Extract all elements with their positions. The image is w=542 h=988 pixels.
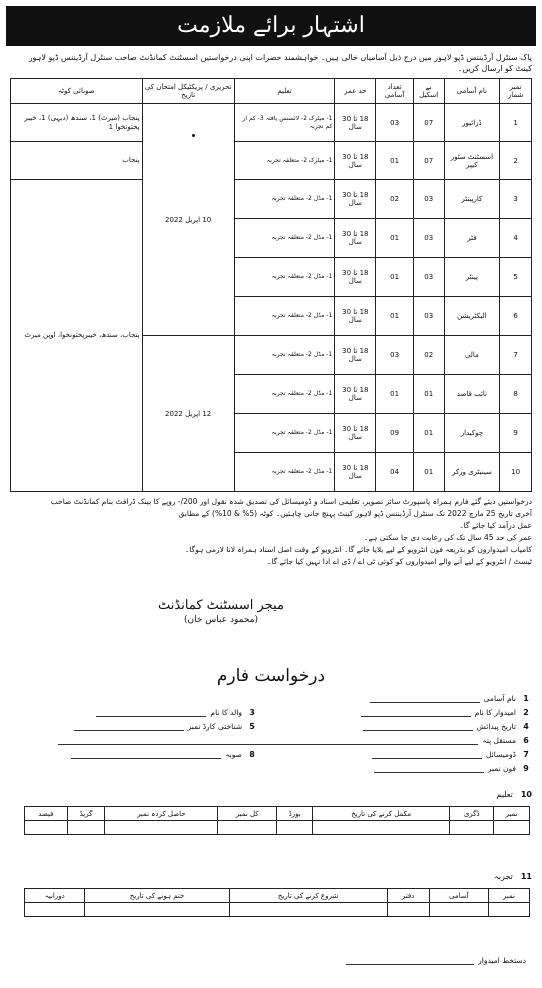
candidate-signature[interactable]: دستخط امیدوار <box>346 956 526 965</box>
table-cell-scale: 03 <box>413 258 444 297</box>
table-cell-edu: 1- مڈل 2- متعلقہ تجربہ <box>234 336 335 375</box>
table-cell-quota: پنجاب، سندھ، خیبرپختونخوا، اوپن میرٹ <box>11 180 143 492</box>
table-header-cell: حد عمر <box>335 79 376 104</box>
education-table <box>24 806 530 835</box>
form-table-header-cell: دفتر <box>387 889 429 903</box>
form-table-header-cell: بورڈ <box>277 807 313 821</box>
table-cell-count: 01 <box>376 142 414 180</box>
table-cell-age: 18 تا 30 سال <box>335 414 376 453</box>
table-cell-quota: پنجاب <box>11 142 143 180</box>
table-header-cell: نام آسامی <box>444 79 500 104</box>
table-cell-edu: 1- مڈل 2- متعلقہ تجربہ <box>234 219 335 258</box>
vacancy-table <box>10 78 532 492</box>
form-field-8[interactable]: 8 صوبہ <box>71 750 258 759</box>
table-cell-scale: 01 <box>413 375 444 414</box>
table-row <box>11 180 532 219</box>
table-cell-sn: 9 <box>500 414 532 453</box>
note-line: درخواستیں دیئے گئے فارم ہمراہ پاسپورٹ سائز تصویر، تعلیمی اسناد و ڈومیسائل کی تصدیق شدہ نقول اور 200/- روپے کا بینک ڈرافٹ بنام کمانڈنٹ صاحب <box>50 497 532 506</box>
table-cell-post: ڈرائیور <box>444 104 500 142</box>
table-cell-scale: 03 <box>413 180 444 219</box>
signatory-title: میجر اسسٹنٹ کمانڈنٹ <box>158 598 284 613</box>
table-cell-count: 01 <box>376 219 414 258</box>
note-line: ٹیسٹ / انٹرویو کے لیے آنے والے امیدواروں کو کوئی ٹی اے / ڈی اے ادا نہیں کیا جائے گا۔ <box>267 557 532 566</box>
table-cell-count: 03 <box>376 104 414 142</box>
ad-intro: پاک سنٹرل آرڈیننس ڈپو لاہور میں درج ذیل آسامیاں خالی ہیں۔ خواہشمند حضرات اپنی درخواستیں اسسٹنٹ کمانڈنٹ صاحب سنٹرل آرڈیننس ڈپو لاہور کینٹ کو ارسال کریں۔ <box>28 53 532 73</box>
form-table-header-cell: نمبر <box>494 807 530 821</box>
table-cell-post: سینیٹری ورکر <box>444 453 500 492</box>
job-advertisement <box>6 6 536 982</box>
table-cell-post: نائب قاصد <box>444 375 500 414</box>
table-cell-sn: 5 <box>500 258 532 297</box>
table-cell-count: 01 <box>376 375 414 414</box>
table-cell-edu: 1- مڈل 2- متعلقہ تجربہ <box>234 453 335 492</box>
form-table-input-cell[interactable] <box>450 821 494 835</box>
table-cell-edu: 1- میٹرک 2- متعلقہ تجربہ <box>234 142 335 180</box>
table-header-cell: بے اسکیل <box>413 79 444 104</box>
form-table-header-cell: ختم ہونے کی تاریخ <box>85 889 229 903</box>
form-title: درخواست فارم <box>216 666 326 686</box>
form-table-input-cell[interactable] <box>25 821 68 835</box>
table-header-cell: نمبر شمار <box>500 79 532 104</box>
table-cell-scale: 01 <box>413 453 444 492</box>
notes-section <box>10 496 532 568</box>
table-cell-edu: 1- مڈل 2- متعلقہ تجربہ <box>234 297 335 336</box>
form-field-5[interactable]: 5 شناختی کارڈ نمبر <box>74 722 258 731</box>
form-table-input-cell[interactable] <box>67 821 105 835</box>
table-cell-scale: 07 <box>413 142 444 180</box>
table-cell-quota: پنجاب (میرٹ) 1، سندھ (دیہی) 1، خیبر پختونخوا 1 <box>11 104 143 142</box>
table-cell-sn: 2 <box>500 142 532 180</box>
form-field-6[interactable]: 6 مستقل پتہ <box>58 736 532 745</box>
table-cell-date: 10 اپریل 2022 <box>142 104 234 336</box>
table-cell-scale: 02 <box>413 336 444 375</box>
form-table-input-cell[interactable] <box>494 821 530 835</box>
table-cell-edu: 1- مڈل 2- متعلقہ تجربہ <box>234 414 335 453</box>
table-cell-edu: 1- میٹرک 2- لائسنس یافتہ 3- کم از کم تجربہ <box>234 104 335 142</box>
note-line: عمر کی حد 45 سال تک کی رعایت دی جا سکتی ہے۔ <box>364 533 532 542</box>
table-cell-scale: 01 <box>413 414 444 453</box>
form-table-header-cell: ڈگری <box>450 807 494 821</box>
form-table-header-cell: نمبر <box>488 889 529 903</box>
experience-empty-row[interactable] <box>25 903 530 917</box>
table-cell-count: 03 <box>376 336 414 375</box>
table-cell-age: 18 تا 30 سال <box>335 258 376 297</box>
table-cell-post: مالی <box>444 336 500 375</box>
table-cell-post: الیکٹریشن <box>444 297 500 336</box>
table-cell-age: 18 تا 30 سال <box>335 180 376 219</box>
table-cell-sn: 3 <box>500 180 532 219</box>
table-cell-sn: 7 <box>500 336 532 375</box>
form-field-9[interactable]: 9 فون نمبر <box>374 764 532 773</box>
note-line: عمل درآمد کیا جائے گا۔ <box>459 521 532 530</box>
table-header-row <box>11 79 532 104</box>
table-cell-count: 09 <box>376 414 414 453</box>
ad-title: اشتہار برائے ملازمت <box>6 6 536 46</box>
table-cell-post: پینٹر <box>444 258 500 297</box>
table-cell-count: 01 <box>376 297 414 336</box>
form-table-header-cell: آسامی <box>429 889 488 903</box>
table-cell-scale: 03 <box>413 219 444 258</box>
form-field-2[interactable]: 2 امیدوار کا نام <box>361 708 532 717</box>
table-cell-sn: 4 <box>500 219 532 258</box>
form-table-header-cell: گریڈ <box>67 807 105 821</box>
table-cell-scale: 07 <box>413 104 444 142</box>
table-header-cell: صوبائی کوٹہ <box>11 79 143 104</box>
form-field-4[interactable]: 4 تاریخ پیدائش <box>363 722 532 731</box>
table-cell-age: 18 تا 30 سال <box>335 375 376 414</box>
form-field-1[interactable]: 1 نام آسامی <box>370 694 532 703</box>
table-cell-sn: 10 <box>500 453 532 492</box>
table-cell-age: 18 تا 30 سال <box>335 142 376 180</box>
form-table-header-cell: مکمل کرنے کی تاریخ <box>313 807 450 821</box>
table-cell-sn: 8 <box>500 375 532 414</box>
form-table-header-cell: دورانیہ <box>25 889 85 903</box>
table-cell-date: 12 اپریل 2022 <box>142 336 234 492</box>
table-row <box>11 104 532 142</box>
note-line: آخری تاریخ 25 مارچ 2022 تک سنٹرل آرڈیننس ڈپو لاہور کینٹ پہنچ جانی چاہئیں۔ کوٹہ (5% & 10%) کے مطابق <box>178 509 532 518</box>
form-table-input-cell[interactable] <box>488 903 529 917</box>
table-cell-age: 18 تا 30 سال <box>335 219 376 258</box>
table-cell-sn: 1 <box>500 104 532 142</box>
table-cell-post: کارپینٹر <box>444 180 500 219</box>
form-table-input-cell[interactable] <box>313 821 450 835</box>
form-table-input-cell[interactable] <box>277 821 313 835</box>
stray-dot <box>192 134 195 137</box>
table-cell-age: 18 تا 30 سال <box>335 104 376 142</box>
education-empty-row[interactable] <box>25 821 530 835</box>
table-cell-post: فٹر <box>444 219 500 258</box>
experience-table <box>24 888 530 917</box>
signatory-name: (محمود عباس خان) <box>184 615 258 625</box>
table-cell-count: 02 <box>376 180 414 219</box>
form-table-header-cell: فیصد <box>25 807 68 821</box>
table-cell-sn: 6 <box>500 297 532 336</box>
form-table-input-cell[interactable] <box>85 903 229 917</box>
table-cell-post: چوکیدار <box>444 414 500 453</box>
table-cell-scale: 03 <box>413 297 444 336</box>
form-table-input-cell[interactable] <box>429 903 488 917</box>
education-header-row <box>25 807 530 821</box>
form-field-7[interactable]: 7 ڈومیسائل <box>372 750 532 759</box>
table-cell-edu: 1- مڈل 2- متعلقہ تجربہ <box>234 258 335 297</box>
table-cell-age: 18 تا 30 سال <box>335 297 376 336</box>
education-heading: 10 تعلیم <box>496 790 532 799</box>
table-header-cell: تعداد آسامی <box>376 79 414 104</box>
form-table-input-cell[interactable] <box>25 903 85 917</box>
form-table-input-cell[interactable] <box>218 821 277 835</box>
table-cell-count: 04 <box>376 453 414 492</box>
form-field-3[interactable]: 3 والد کا نام <box>96 708 258 717</box>
form-table-header-cell: کل نمبر <box>218 807 277 821</box>
table-row <box>11 142 532 180</box>
experience-heading: 11 تجربہ <box>494 872 532 881</box>
form-table-input-cell[interactable] <box>387 903 429 917</box>
experience-header-row <box>25 889 530 903</box>
table-header-cell: تحریری / پریکٹیکل امتحان کی تاریخ <box>142 79 234 104</box>
form-table-input-cell[interactable] <box>229 903 387 917</box>
table-cell-age: 18 تا 30 سال <box>335 453 376 492</box>
table-cell-edu: 1- مڈل 2- متعلقہ تجربہ <box>234 180 335 219</box>
table-cell-count: 01 <box>376 258 414 297</box>
note-line: کامیاب امیدواروں کو بذریعہ فون انٹرویو کے لیے بلایا جائے گا۔ انٹرویو کے وقت اصل اسناد ہمراہ لانا لازمی ہوگا۔ <box>184 545 532 554</box>
table-cell-age: 18 تا 30 سال <box>335 336 376 375</box>
signature-block <box>136 598 306 625</box>
form-table-header-cell: شروع کرنے کی تاریخ <box>229 889 387 903</box>
table-cell-post: اسسٹنٹ سٹور کیپر <box>444 142 500 180</box>
table-header-cell: تعلیم <box>234 79 335 104</box>
table-cell-edu: 1- مڈل 2- متعلقہ تجربہ <box>234 375 335 414</box>
form-table-header-cell: حاصل کردہ نمبر <box>105 807 218 821</box>
form-table-input-cell[interactable] <box>105 821 218 835</box>
